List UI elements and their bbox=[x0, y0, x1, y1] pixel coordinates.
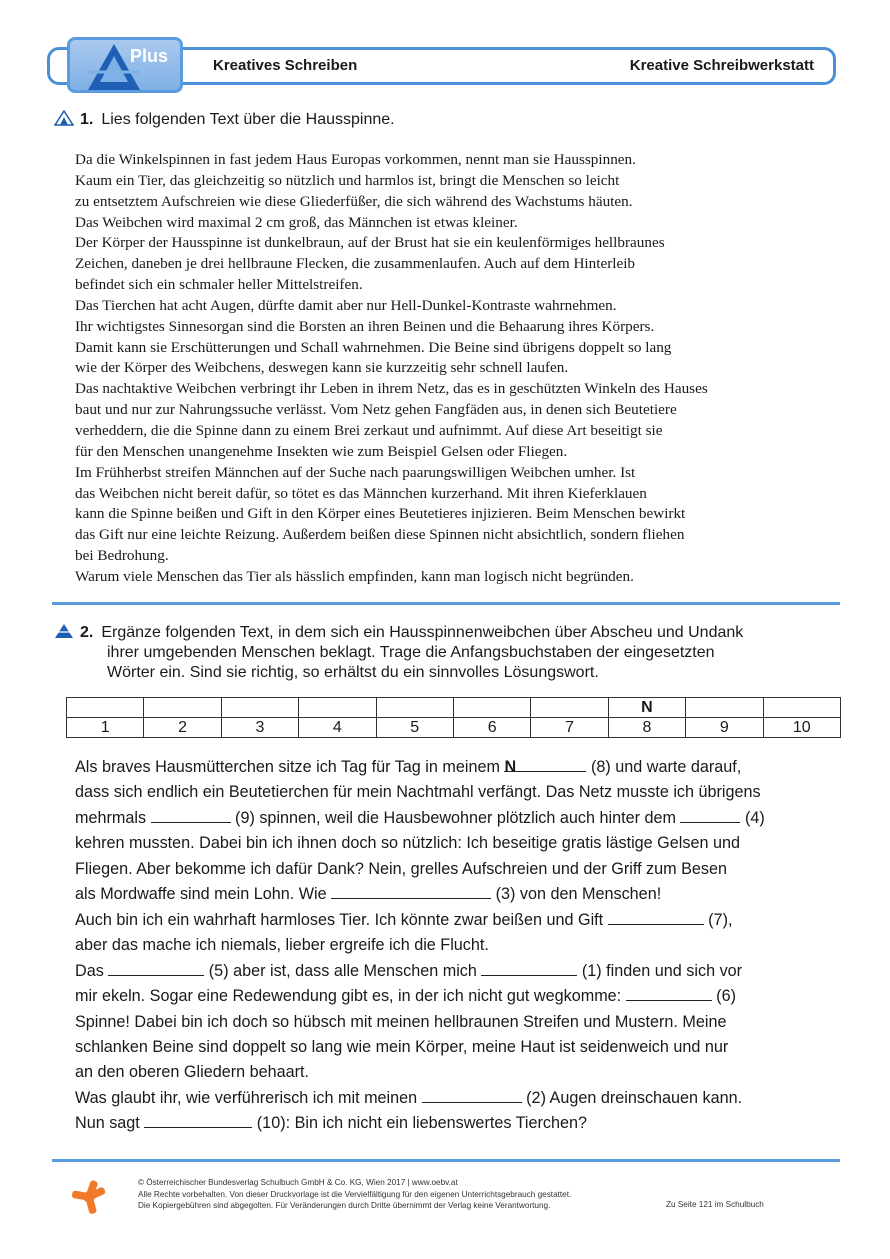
blank-4[interactable] bbox=[680, 806, 740, 823]
cloze-text-segment: (7), bbox=[703, 910, 733, 929]
text-line: Das Tierchen hat acht Augen, dürfte damit aber nur Hell-Dunkel-Kontraste wahrnehmen. bbox=[75, 296, 617, 314]
cloze-text-segment: (1) finden und sich vor bbox=[577, 961, 743, 980]
solution-letter-cell[interactable] bbox=[221, 698, 298, 718]
difficulty-triangle-icon bbox=[54, 623, 74, 639]
text-line: befindet sich ein schmaler heller Mittelstreifen. bbox=[75, 276, 363, 294]
cloze-text-segment: Als braves Hausmütterchen sitze ich Tag für Tag in meinem bbox=[75, 758, 505, 776]
solution-number-cell: 6 bbox=[453, 718, 530, 738]
cloze-text-segment: (10): Bin ich nicht ein liebenswertes Tierchen? bbox=[252, 1114, 588, 1133]
cloze-text-segment: (9) spinnen, weil die Hausbewohner plötzlich auch hinter dem bbox=[230, 808, 681, 827]
cloze-text-segment: (6) bbox=[711, 987, 736, 1006]
solution-number-row bbox=[67, 718, 841, 738]
task-2-instruction-line: Ergänze folgenden Text, in dem sich ein Hausspinnenweibchen über Abscheu und Undank bbox=[101, 624, 744, 641]
header-subject: Kreatives Schreiben bbox=[213, 57, 358, 74]
blank-5[interactable] bbox=[108, 959, 204, 976]
difficulty-triangle-icon bbox=[54, 110, 74, 126]
solution-letter-cell[interactable] bbox=[299, 698, 376, 718]
solution-word-table bbox=[66, 697, 841, 738]
solution-number-cell: 9 bbox=[686, 718, 763, 738]
cloze-text-segment: Das bbox=[75, 961, 109, 980]
solution-letter-cell[interactable] bbox=[686, 698, 763, 718]
cloze-line: Fliegen. Aber bekomme ich dafür Dank? Nein, grelles Aufschreien und der Griff zum Besen bbox=[75, 859, 728, 878]
text-line: kann die Spinne beißen und Gift in den Körper eines Beutetieres injizieren. Beim Menschen bewirkt bbox=[75, 505, 686, 523]
blank-10[interactable] bbox=[144, 1111, 252, 1128]
footer-line: Die Kopiergebühren sind abgegolten. Für Veränderungen durch Dritte übernimmt der Verlag keine Verantwortung. bbox=[138, 1201, 551, 1210]
blank-3[interactable] bbox=[331, 882, 491, 899]
solution-letter-cell[interactable] bbox=[67, 698, 144, 718]
reading-text bbox=[75, 150, 795, 588]
solution-letter-cell[interactable] bbox=[144, 698, 221, 718]
cloze-text-segment: (8) und warte darauf, bbox=[586, 758, 742, 776]
text-line: für den Menschen unangenehme Insekten wie zum Beispiel Gelsen oder Fliegen. bbox=[75, 442, 568, 460]
cloze-text bbox=[75, 755, 845, 1137]
blank-2[interactable] bbox=[422, 1086, 522, 1103]
publisher-star-icon bbox=[70, 1178, 108, 1216]
solution-letter-cell[interactable] bbox=[453, 698, 530, 718]
blank-7[interactable] bbox=[608, 908, 704, 925]
text-line: das Weibchen nicht bereit dafür, so tötet es das Männchen kurzerhand. Mit ihren Kieferklauen bbox=[75, 484, 647, 502]
task-2-number: 2. bbox=[80, 624, 94, 641]
blank-first-letter: N bbox=[504, 758, 517, 776]
text-line: Das nachtaktive Weibchen verbringt ihr Leben in ihrem Netz, das es in geschützten Winkeln des Hauses bbox=[75, 380, 708, 398]
solution-number-cell: 8 bbox=[608, 718, 685, 738]
task-2-instruction-line: Wörter ein. Sind sie richtig, so erhältst du ein sinnvolles Lösungswort. bbox=[107, 664, 599, 681]
footer-line: Alle Rechte vorbehalten. Von dieser Druckvorlage ist die Vervielfältigung für den eigenen Unterrichtsgebrauch gestattet. bbox=[138, 1189, 572, 1199]
text-line: verheddern, die die Spinne dann zu einem Brei zerkaut und aufnimmt. Auf diese Art beseitigt sie bbox=[75, 421, 663, 439]
text-line: Kaum ein Tier, das gleichzeitig so nützlich und harmlos ist, bringt die Menschen so leicht bbox=[75, 171, 620, 189]
text-line: Damit kann sie Erschütterungen und Schall wahrnehmen. Die Beine sind übrigens doppelt so lang bbox=[75, 338, 672, 356]
solution-letter-row bbox=[67, 698, 841, 718]
text-line: Da die Winkelspinnen in fast jedem Haus Europas vorkommen, nennt man sie Hausspinnen. bbox=[75, 151, 636, 168]
cloze-text-segment: als Mordwaffe sind mein Lohn. Wie bbox=[75, 885, 332, 904]
cloze-text-segment: Nun sagt bbox=[75, 1114, 145, 1133]
cloze-text-segment: (5) aber ist, dass alle Menschen mich bbox=[204, 961, 482, 980]
text-line: bei Bedrohung. bbox=[75, 547, 169, 565]
text-line: Das Weibchen wird maximal 2 cm groß, das Männchen ist etwas kleiner. bbox=[75, 213, 518, 231]
blank-1[interactable] bbox=[481, 959, 577, 976]
cloze-line: kehren mussten. Dabei bin ich ihnen doch so nützlich: Ich beseitige gratis lästige Gelsen und bbox=[75, 834, 740, 853]
cloze-text-segment: (4) bbox=[740, 808, 765, 827]
text-line: wie der Körper des Weibchens, deswegen kann sie kurzzeitig sehr schnell laufen. bbox=[75, 359, 569, 377]
cloze-text-segment: Was glaubt ihr, wie verführerisch ich mit meinen bbox=[75, 1088, 422, 1107]
footer-copyright bbox=[138, 1177, 571, 1212]
footer-page-reference: Zu Seite 121 im Schulbuch bbox=[666, 1200, 764, 1209]
text-line: Der Körper der Hausspinne ist dunkelbraun, auf der Brust hat sie ein keulenförmiges hellbraunes bbox=[75, 234, 665, 252]
solution-number-cell: 3 bbox=[221, 718, 298, 738]
blank-9[interactable] bbox=[151, 806, 231, 823]
text-line: Warum viele Menschen das Tier als hässlich empfinden, kann man logisch nicht begründen. bbox=[75, 567, 634, 585]
blank-6[interactable] bbox=[626, 984, 712, 1001]
solution-number-cell: 1 bbox=[67, 718, 144, 738]
cloze-line: an den oberen Gliedern behaart. bbox=[75, 1063, 309, 1082]
cloze-line: aber das mache ich niemals, lieber ergreife ich die Flucht. bbox=[75, 936, 489, 955]
solution-number-cell: 2 bbox=[144, 718, 221, 738]
text-line: Zeichen, daneben je drei hellbraune Flecken, die zusammenlaufen. Auch auf dem Hinterleib bbox=[75, 255, 636, 273]
cloze-text-segment: mehrmals bbox=[75, 808, 151, 827]
task-1-number: 1. bbox=[80, 111, 94, 128]
cloze-text-segment: (3) von den Menschen! bbox=[491, 885, 662, 904]
task-2-instruction-line: ihrer umgebenden Menschen beklagt. Trage die Anfangsbuchstaben der eingesetzten bbox=[107, 644, 715, 661]
solution-letter-cell[interactable] bbox=[531, 698, 608, 718]
cloze-text-segment: Auch bin ich ein wahrhaft harmloses Tier. Ich könnte zwar beißen und Gift bbox=[75, 910, 608, 929]
footer-line: © Österreichischer Bundesverlag Schulbuch GmbH & Co. KG, Wien 2017 | www.oebv.at bbox=[138, 1178, 458, 1187]
solution-number-cell: 10 bbox=[763, 718, 840, 738]
text-line: zu entsetztem Aufschreien wie diese Gliederfüßer, die sich während des Wachstums häuten. bbox=[75, 192, 633, 210]
task-2-heading bbox=[54, 623, 743, 683]
section-divider bbox=[52, 602, 840, 605]
logo-label: Plus bbox=[129, 46, 168, 66]
solution-letter-cell[interactable]: N bbox=[608, 698, 685, 718]
task-1-instruction: Lies folgenden Text über die Hausspinne. bbox=[101, 111, 395, 128]
solution-number-cell: 5 bbox=[376, 718, 453, 738]
cloze-line: schlanken Beine sind doppelt so lang wie mein Körper, meine Haut ist seidenweich und nur bbox=[75, 1037, 729, 1056]
solution-number-cell: 7 bbox=[531, 718, 608, 738]
text-line: Ihr wichtigstes Sinnesorgan sind die Borsten an ihren Beinen und die Behaarung ihres Körpers. bbox=[75, 317, 655, 335]
text-line: Im Frühherbst streifen Männchen auf der Suche nach paarungswilligen Weibchen umher. Ist bbox=[75, 463, 636, 481]
solution-letter-cell[interactable] bbox=[376, 698, 453, 718]
footer-divider bbox=[52, 1159, 840, 1162]
text-line: baut und nur zur Nahrungssuche verlässt. Vom Netz gehen Fangfäden aus, in denen sich Beutetiere bbox=[75, 401, 677, 419]
solution-letter-cell[interactable] bbox=[763, 698, 840, 718]
cloze-line: Spinne! Dabei bin ich doch so hübsch mit meinen hellbraunen Streifen und Mustern. Meine bbox=[75, 1012, 727, 1031]
plus-logo bbox=[67, 37, 183, 93]
solution-number-cell: 4 bbox=[299, 718, 376, 738]
cloze-text-segment: mir ekeln. Sogar eine Redewendung gibt es, in der ich nicht gut wegkomme: bbox=[75, 987, 626, 1006]
text-line: das Gift nur eine leichte Reizung. Außerdem beißen diese Spinnen nicht absichtlich, sondern fliehen bbox=[75, 526, 685, 544]
cloze-line: dass sich endlich ein Beutetierchen für mein Nachtmahl verfängt. Das Netz musste ich übrigens bbox=[75, 783, 761, 802]
cloze-text-segment: (2) Augen dreinschauen kann. bbox=[521, 1088, 743, 1107]
task-1-heading bbox=[54, 110, 395, 130]
blank-8[interactable] bbox=[504, 755, 586, 776]
header-topic: Kreative Schreibwerkstatt bbox=[629, 57, 814, 74]
